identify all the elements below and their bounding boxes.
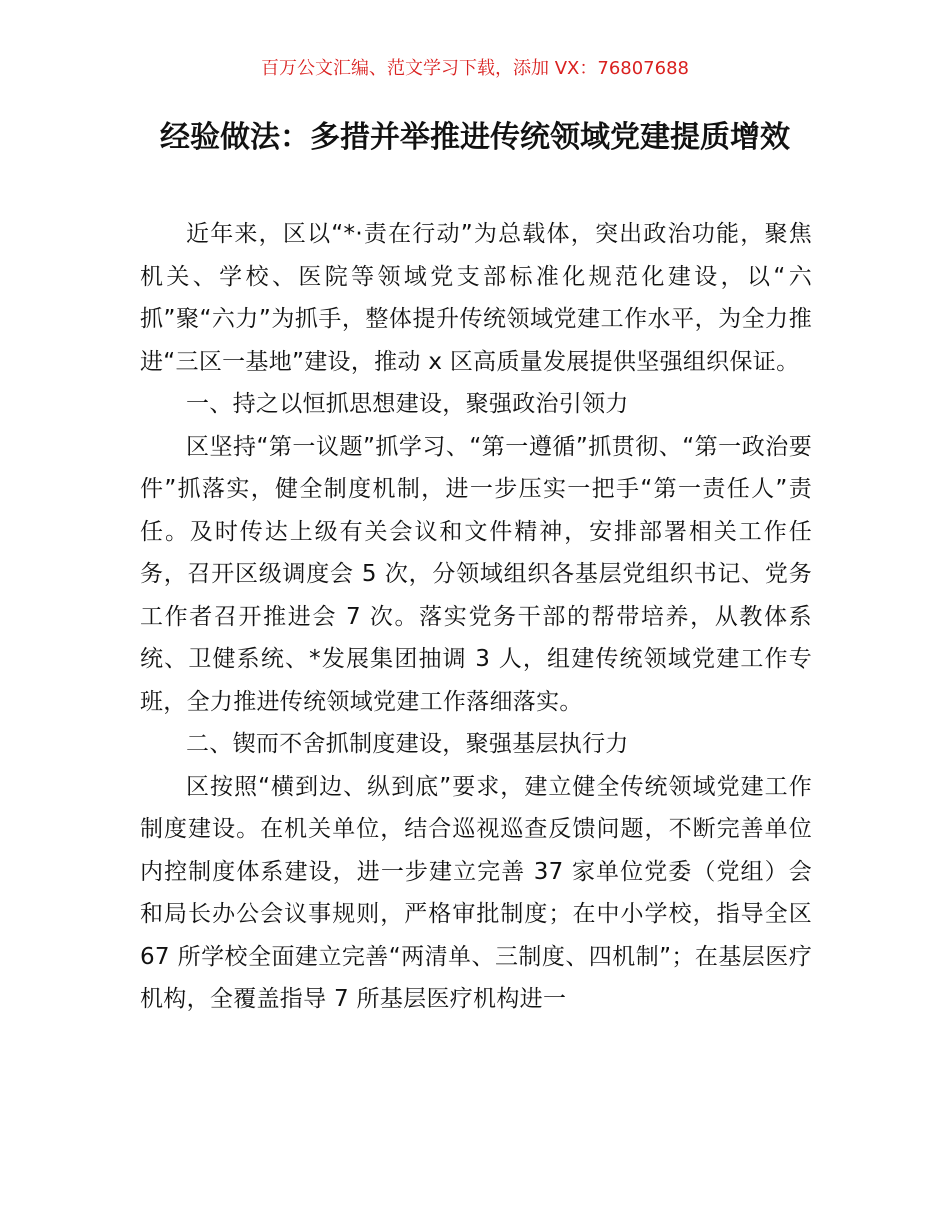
document-title: 经验做法：多措并举推进传统领域党建提质增效 — [160, 120, 790, 155]
section-heading-1: 一、持之以恒抓思想建设，聚强政治引领力 — [186, 391, 629, 417]
header-watermark: 百万公文汇编、范文学习下载，添加 VX：76807688 — [261, 58, 689, 79]
section-paragraph-1: 区坚持“第一议题”抓学习、“第一遵循”抓贯彻、“第一政治要件”抓落实，健全制度机制，进一步压实一把手“第一责任人”责任。及时传达上级有关会议和文件精神，安排部署相关工作任务，召开区级调度会 5 次，分领域组织各基层党组织书记、党务工作者召开推进会 7 次。落实党务干部的帮带培养，从教体系统、卫健系统、*发展集团抽调 3 人，组建传统领域党建工作专班，全力推进传统领域党建工作落细落实。 — [140, 433, 812, 715]
document-body — [140, 213, 812, 1021]
intro-paragraph: 近年来，区以“*·责在行动”为总载体，突出政治功能，聚焦机关、学校、医院等领域党支部标准化规范化建设，以“六抓”聚“六力”为抓手，整体提升传统领域党建工作水平，为全力推进“三区一基地”建设，推动 x 区高质量发展提供坚强组织保证。 — [140, 221, 812, 375]
section-paragraph-2: 区按照“横到边、纵到底”要求，建立健全传统领域党建工作制度建设。在机关单位，结合巡视巡查反馈问题，不断完善单位内控制度体系建设，进一步建立完善 37 家单位党委（党组）会和局长办公会议事规则，严格审批制度；在中小学校，指导全区 67 所学校全面建立完善“两清单、三制度、四机制”；在基层医疗机构，全覆盖指导 7 所基层医疗机构进一 — [140, 773, 812, 1012]
section-heading-2: 二、锲而不舍抓制度建设，聚强基层执行力 — [186, 731, 629, 757]
